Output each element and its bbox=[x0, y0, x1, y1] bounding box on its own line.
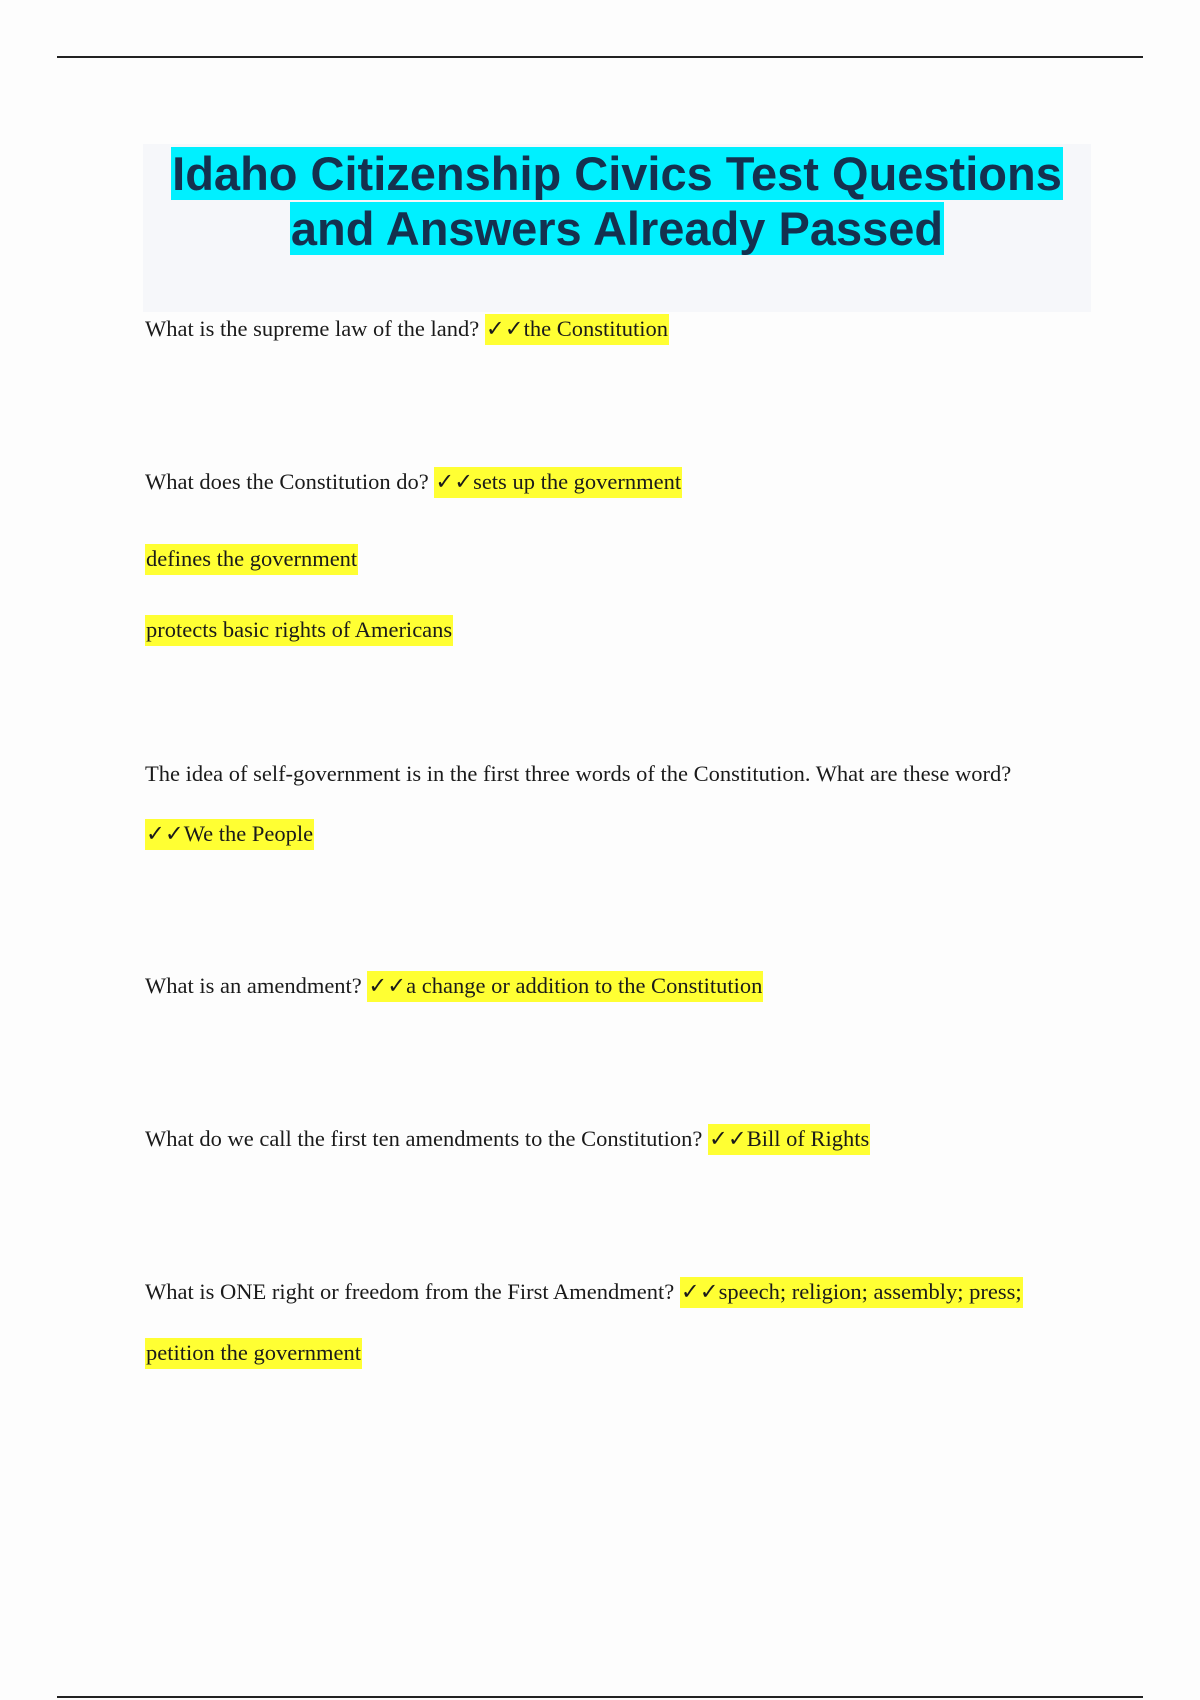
question-text: What do we call the first ten amendments to the Constitution? bbox=[145, 1126, 708, 1151]
qa-item-3 bbox=[145, 760, 1011, 788]
qa-item-2 bbox=[145, 468, 682, 496]
answer-text: speech; religion; assembly; press; bbox=[718, 1279, 1022, 1304]
check-mark-icon: ✓✓ bbox=[435, 469, 474, 494]
answer-text: defines the government bbox=[145, 544, 358, 575]
check-mark-icon: ✓✓ bbox=[709, 1126, 747, 1151]
answer-continuation bbox=[145, 1339, 362, 1367]
question-text: What is ONE right or freedom from the First Amendment? bbox=[145, 1279, 680, 1304]
question-text: What is an amendment? bbox=[145, 973, 368, 998]
title-line-2: and Answers Already Passed bbox=[290, 202, 944, 255]
answer-highlight bbox=[367, 971, 763, 1002]
answer-text: We the People bbox=[183, 821, 314, 846]
answer-highlight bbox=[434, 467, 682, 498]
answer-text: the Constitution bbox=[523, 316, 668, 341]
question-text: What is the supreme law of the land? bbox=[145, 316, 485, 341]
answer-text: petition the government bbox=[145, 1338, 362, 1369]
qa-item-6 bbox=[145, 1278, 1023, 1306]
check-mark-icon: ✓✓ bbox=[368, 973, 407, 998]
answer-highlight bbox=[708, 1124, 870, 1155]
answer-text: protects basic rights of Americans bbox=[145, 615, 453, 646]
answer-text: Bill of Rights bbox=[746, 1126, 870, 1151]
qa-item-1 bbox=[145, 315, 669, 343]
qa-item-4 bbox=[145, 972, 763, 1000]
document-title bbox=[143, 144, 1091, 256]
title-line-1: Idaho Citizenship Civics Test Questions bbox=[172, 147, 1062, 200]
title-block bbox=[143, 144, 1091, 312]
qa-item-5 bbox=[145, 1125, 870, 1153]
answer-continuation bbox=[145, 545, 358, 573]
top-rule bbox=[57, 56, 1143, 58]
question-text: The idea of self-government is in the first three words of the Constitution. What are these word? bbox=[145, 761, 1012, 786]
answer-text: a change or addition to the Constitution bbox=[406, 973, 763, 998]
answer-continuation bbox=[145, 820, 314, 848]
answer-highlight bbox=[485, 314, 669, 345]
answer-highlight bbox=[680, 1277, 1023, 1308]
check-mark-icon: ✓✓ bbox=[146, 821, 184, 846]
check-mark-icon: ✓✓ bbox=[485, 316, 524, 341]
bottom-rule bbox=[57, 1696, 1143, 1698]
answer-continuation bbox=[145, 616, 453, 644]
answer-highlight bbox=[145, 819, 314, 850]
question-text: What does the Constitution do? bbox=[145, 469, 435, 494]
answer-text: sets up the government bbox=[473, 469, 682, 494]
check-mark-icon: ✓✓ bbox=[680, 1279, 719, 1304]
